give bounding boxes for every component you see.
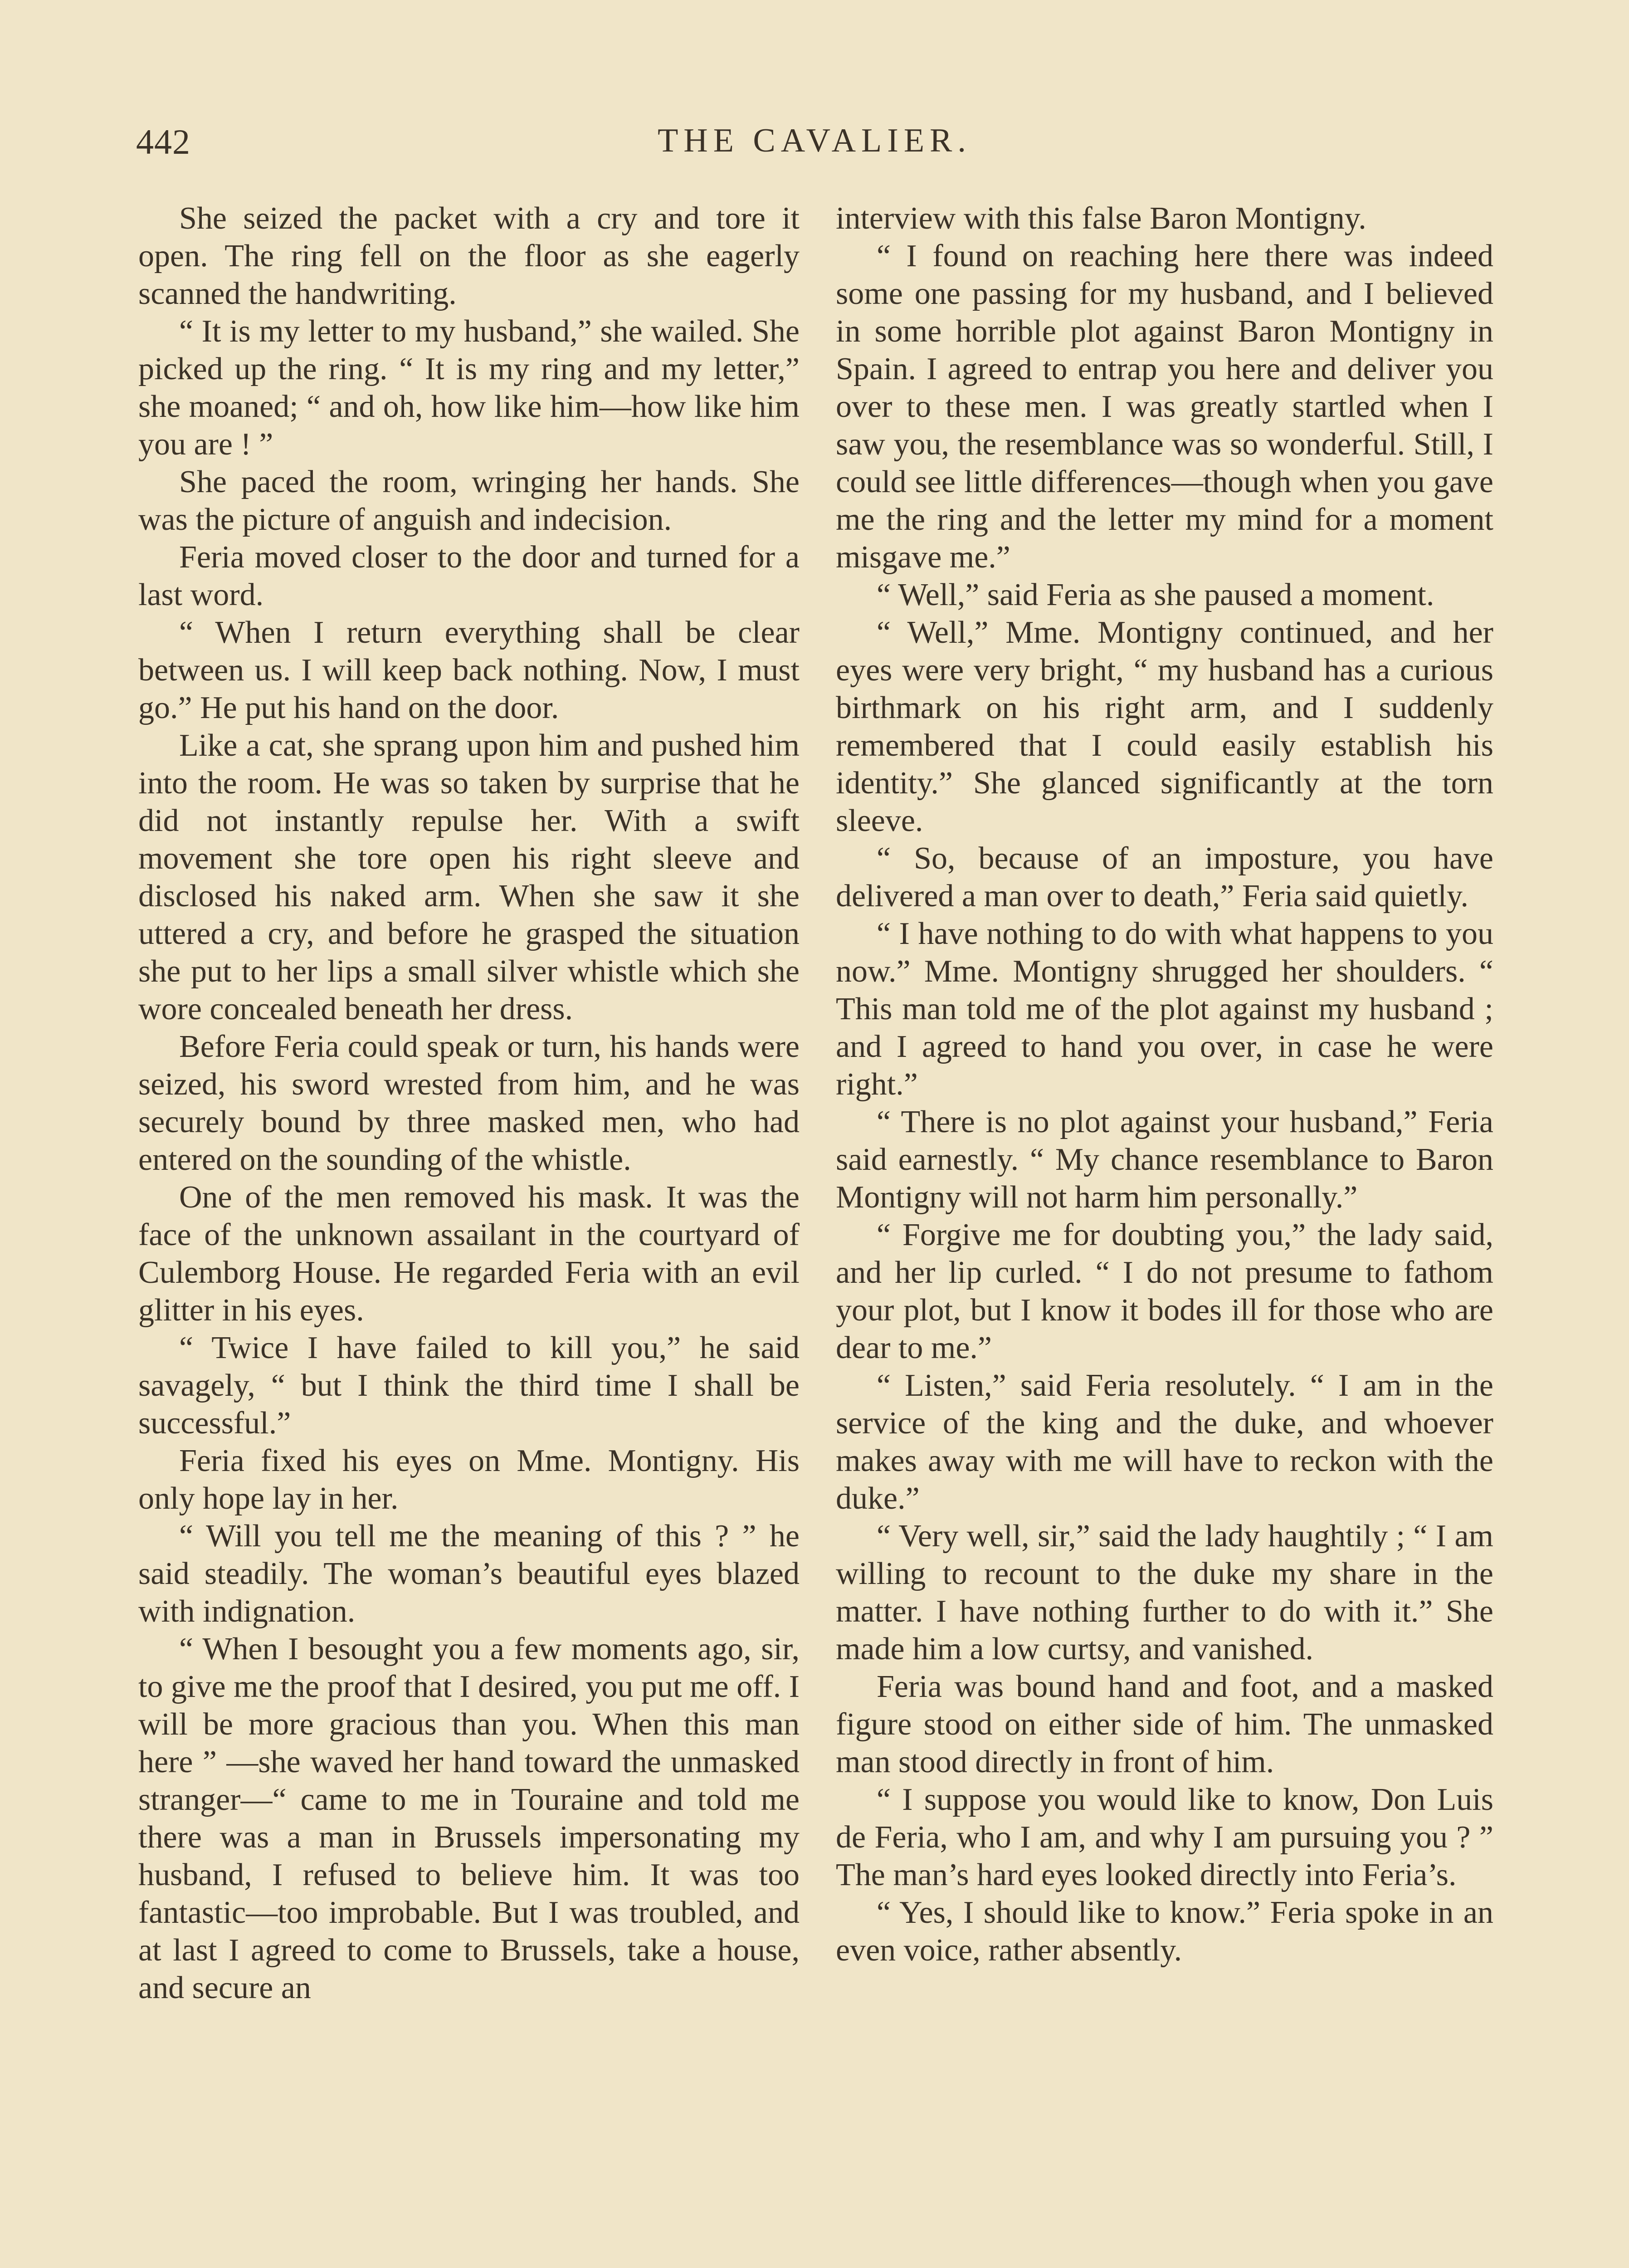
paragraph: “ I suppose you would like to know, Don Luis de Feria, who I am, and why I am pursuing you ? ” The man’s hard eyes looked directly into Feria’s. [836, 1782, 1493, 1892]
right-column [836, 200, 1493, 1969]
paragraph: “ Yes, I should like to know.” Feria spoke in an even voice, rather absently. [836, 1895, 1493, 1968]
paragraph: She paced the room, wringing her hands. She was the picture of anguish and indecision. [138, 464, 800, 537]
paragraph: Feria was bound hand and foot, and a masked figure stood on either side of him. The unmasked man stood directly in front of him. [836, 1669, 1493, 1779]
paragraph: “ I have nothing to do with what happens to you now.” Mme. Montigny shrugged her shoulders. “ This man told me of the plot against my husband ; and I agreed to hand you over, in case he were right.” [836, 916, 1493, 1102]
paragraph: “ Forgive me for doubting you,” the lady said, and her lip curled. “ I do not presume to fathom your plot, but I know it bodes ill for those who are dear to me.” [836, 1217, 1493, 1365]
paragraph: “ Will you tell me the meaning of this ? ” he said steadily. The woman’s beautiful eyes blazed with indignation. [138, 1519, 800, 1629]
paragraph: “ I found on reaching here there was indeed some one passing for my husband, and I believed in some horrible plot against Baron Montigny in Spain. I agreed to entrap you here and deliver you over to these men. I was greatly startled when I saw you, the resemblance was so wonderful. Still, I could see little differences—though when you gave me the ring and the letter my mind for a moment misgave me.” [836, 239, 1493, 575]
paragraph: “ Well,” Mme. Montigny continued, and her eyes were very bright, “ my husband has a curious birthmark on his right arm, and I suddenly remembered that I could easily establish his identity.” She glanced significantly at the torn sleeve. [836, 615, 1493, 838]
paragraph: “ Listen,” said Feria resolutely. “ I am in the service of the king and the duke, and whoever makes away with me will have to reckon with the duke.” [836, 1368, 1493, 1516]
left-column [138, 200, 800, 2007]
paragraph: “ It is my letter to my husband,” she wailed. She picked up the ring. “ It is my ring and my letter,” she moaned; “ and oh, how like him—how like him you are ! ” [138, 314, 800, 462]
paragraph: One of the men removed his mask. It was the face of the unknown assailant in the courtyard of Culemborg House. He regarded Feria with an evil glitter in his eyes. [138, 1180, 800, 1328]
paragraph: “ So, because of an imposture, you have delivered a man over to death,” Feria said quietly. [836, 841, 1493, 914]
paragraph: “ When I besought you a few moments ago, sir, to give me the proof that I desired, you put me off. I will be more gracious than you. When this man here ” —she waved her hand toward the unmasked stranger—“ came to me in Touraine and told me there was a man in Brussels impersonating my husband, I refused to believe him. It was too fantastic—too improbable. But I was troubled, and at last I agreed to come to Brussels, take a house, and secure an [138, 1632, 800, 2005]
page-number: 442 [136, 122, 190, 161]
paragraph: Like a cat, she sprang upon him and pushed him into the room. He was so taken by surprise that he did not instantly repulse her. With a swift movement she tore open his right sleeve and disclosed his naked arm. When she saw it she uttered a cry, and before he grasped the situation she put to her lips a small silver whistle which she wore concealed beneath her dress. [138, 728, 800, 1026]
paragraph: Before Feria could speak or turn, his hands were seized, his sword wrested from him, and he was securely bound by three masked men, who had entered on the sounding of the whistle. [138, 1029, 800, 1177]
paragraph: Feria moved closer to the door and turned for a last word. [138, 540, 800, 612]
paragraph: She seized the packet with a cry and tore it open. The ring fell on the floor as she eagerly scanned the handwriting. [138, 201, 800, 311]
paragraph-continued: interview with this false Baron Montigny. [836, 201, 1366, 236]
running-title: THE CAVALIER. [658, 122, 971, 159]
paragraph: “ When I return everything shall be clear between us. I will keep back nothing. Now, I must go.” He put his hand on the door. [138, 615, 800, 725]
paragraph: “ Well,” said Feria as she paused a moment. [877, 577, 1434, 612]
paragraph: “ There is no plot against your husband,” Feria said earnestly. “ My chance resemblance to Baron Montigny will not harm him personally.” [836, 1105, 1493, 1215]
paragraph: “ Twice I have failed to kill you,” he said savagely, “ but I think the third time I shall be successful.” [138, 1330, 800, 1441]
paragraph: Feria fixed his eyes on Mme. Montigny. His only hope lay in her. [138, 1443, 800, 1516]
paragraph: “ Very well, sir,” said the lady haughtily ; “ I am willing to recount to the duke my share in the matter. I have nothing further to do with it.” She made him a low curtsy, and vanished. [836, 1519, 1493, 1667]
